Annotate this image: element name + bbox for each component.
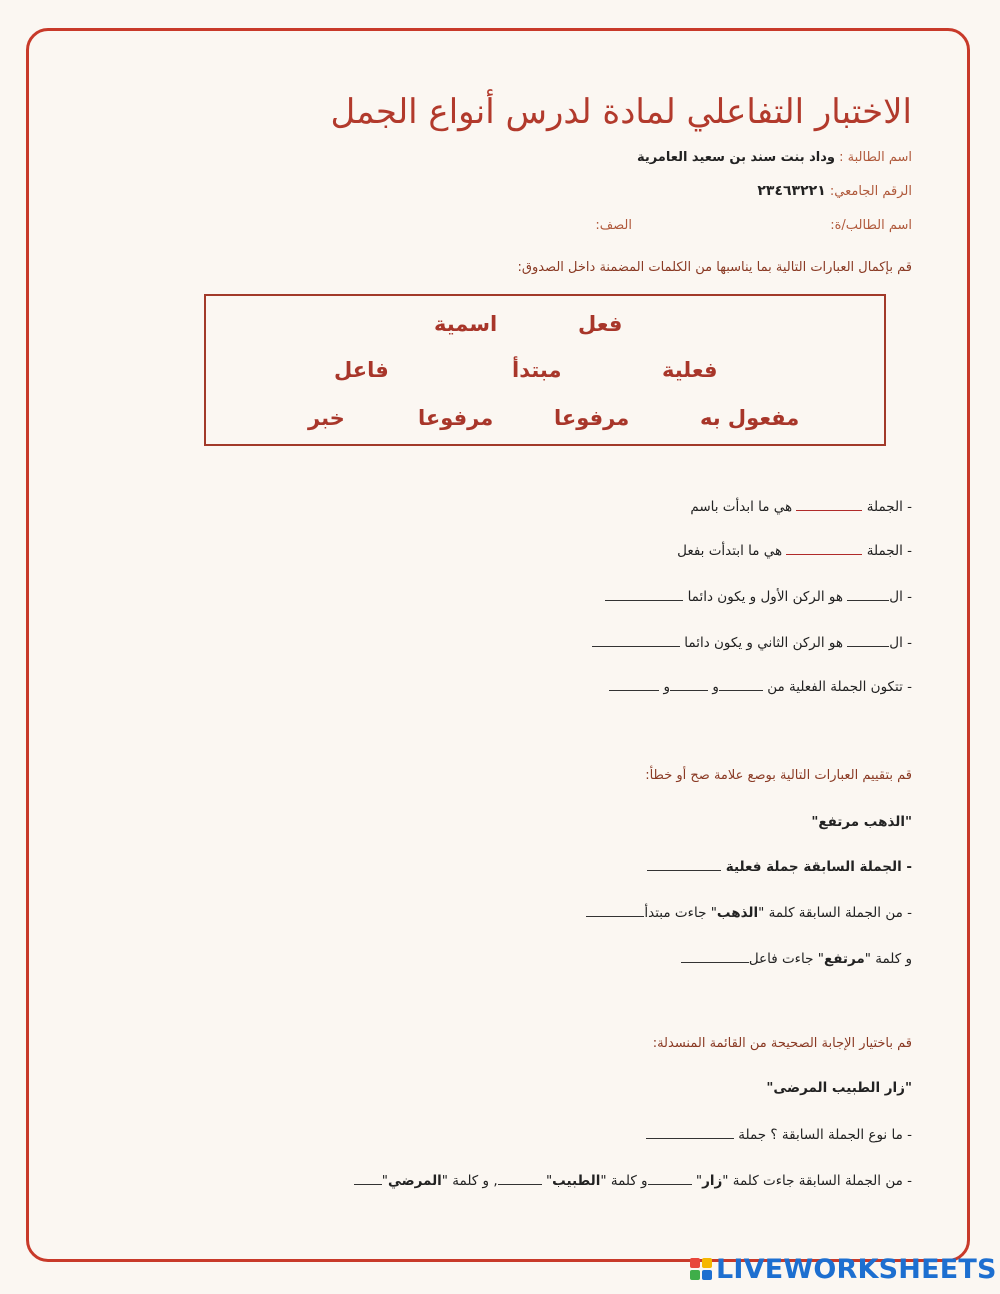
class-label: الصف: — [595, 218, 632, 233]
word-bank-item: مبتدأ — [512, 358, 562, 382]
blank-input[interactable] — [592, 634, 680, 647]
tf-question-2: - من الجملة السابقة كلمة "الذهب" جاءت مبتدأ — [586, 904, 912, 921]
logo-block — [690, 1258, 700, 1268]
liveworksheets-logo[interactable] — [690, 1252, 997, 1286]
word-bank-item: خبر — [308, 406, 345, 430]
page-title: الاختبار التفاعلي لمادة لدرس أنواع الجمل — [330, 92, 912, 132]
blank-input[interactable] — [605, 588, 683, 601]
student-name: وداد بنت سند بن سعيد العامرية — [636, 150, 835, 165]
word-bank-item: فاعل — [334, 358, 389, 382]
logo-text: LIVEWORKSHEETS — [716, 1253, 997, 1285]
word-bank-item: فعلية — [662, 358, 718, 382]
logo-blocks-icon — [690, 1258, 712, 1280]
answer-input[interactable] — [647, 858, 721, 871]
dropdown-select[interactable] — [498, 1172, 542, 1185]
sentence-1: - الجملة هي ما ابدأت باسم — [690, 499, 912, 515]
word-bank-box — [204, 294, 886, 446]
student-name-row — [637, 150, 912, 165]
quoted-sentence: "زار الطبيب المرضى" — [766, 1080, 912, 1096]
student-label: اسم الطالبة : — [839, 150, 912, 165]
sentence-4: - ال هو الركن الثاني و يكون دائما — [592, 634, 912, 651]
instruction-true-false: قم بتقييم العبارات التالية بوصع علامة صح أو خطأ: — [645, 768, 912, 783]
quoted-sentence: "الذهب مرتفع" — [811, 814, 912, 830]
word-bank-item: اسمية — [434, 312, 498, 336]
dropdown-select[interactable] — [648, 1172, 692, 1185]
logo-block — [702, 1258, 712, 1268]
dropdown-select[interactable] — [646, 1126, 734, 1139]
word-bank-item: فعل — [578, 312, 623, 336]
blank-input[interactable] — [796, 498, 862, 511]
id-label: الرقم الجامعي: — [829, 184, 912, 199]
instruction-fill-blanks: قم بإكمال العبارات التالية بما يناسبها من الكلمات المضمنة داخل الصدوق: — [517, 260, 912, 275]
dropdown-select[interactable] — [354, 1172, 382, 1185]
blank-input[interactable] — [847, 588, 889, 601]
student2-label: اسم الطالب/ة: — [830, 218, 912, 233]
id-value: ٢٣٤٦٣٢٢١ — [757, 183, 826, 199]
student-id-row — [757, 183, 912, 199]
blank-input[interactable] — [609, 678, 659, 691]
word-bank-item: مفعول به — [700, 406, 800, 430]
blank-input[interactable] — [847, 634, 889, 647]
dropdown-question-1: - ما نوع الجملة السابقة ؟ جملة — [646, 1126, 912, 1143]
word-bank-item: مرفوعا — [418, 406, 494, 430]
blank-input[interactable] — [786, 542, 862, 555]
answer-input[interactable] — [586, 904, 644, 917]
dropdown-question-2: - من الجملة السابقة جاءت كلمة "زار" و كلمة "الطبيب" , و كلمة "المرضي" — [354, 1172, 912, 1189]
instruction-dropdown: قم باختيار الإجابة الصحيحة من القائمة المنسدلة: — [652, 1036, 912, 1051]
word-bank-item: مرفوعا — [554, 406, 630, 430]
blank-input[interactable] — [670, 678, 708, 691]
sentence-2: - الجملة هي ما ابتدأت بفعل — [677, 543, 912, 559]
tf-question-3: و كلمة "مرتفع" جاءت فاعل — [681, 950, 912, 967]
answer-input[interactable] — [681, 950, 749, 963]
sentence-3: - ال هو الركن الأول و يكون دائما — [605, 588, 912, 605]
tf-question-1: - الجملة السابقة جملة فعلية — [647, 858, 912, 875]
sentence-5: - تتكون الجملة الفعلية من و و — [609, 678, 912, 695]
blank-input[interactable] — [719, 678, 763, 691]
logo-block — [690, 1270, 700, 1280]
logo-block — [702, 1270, 712, 1280]
